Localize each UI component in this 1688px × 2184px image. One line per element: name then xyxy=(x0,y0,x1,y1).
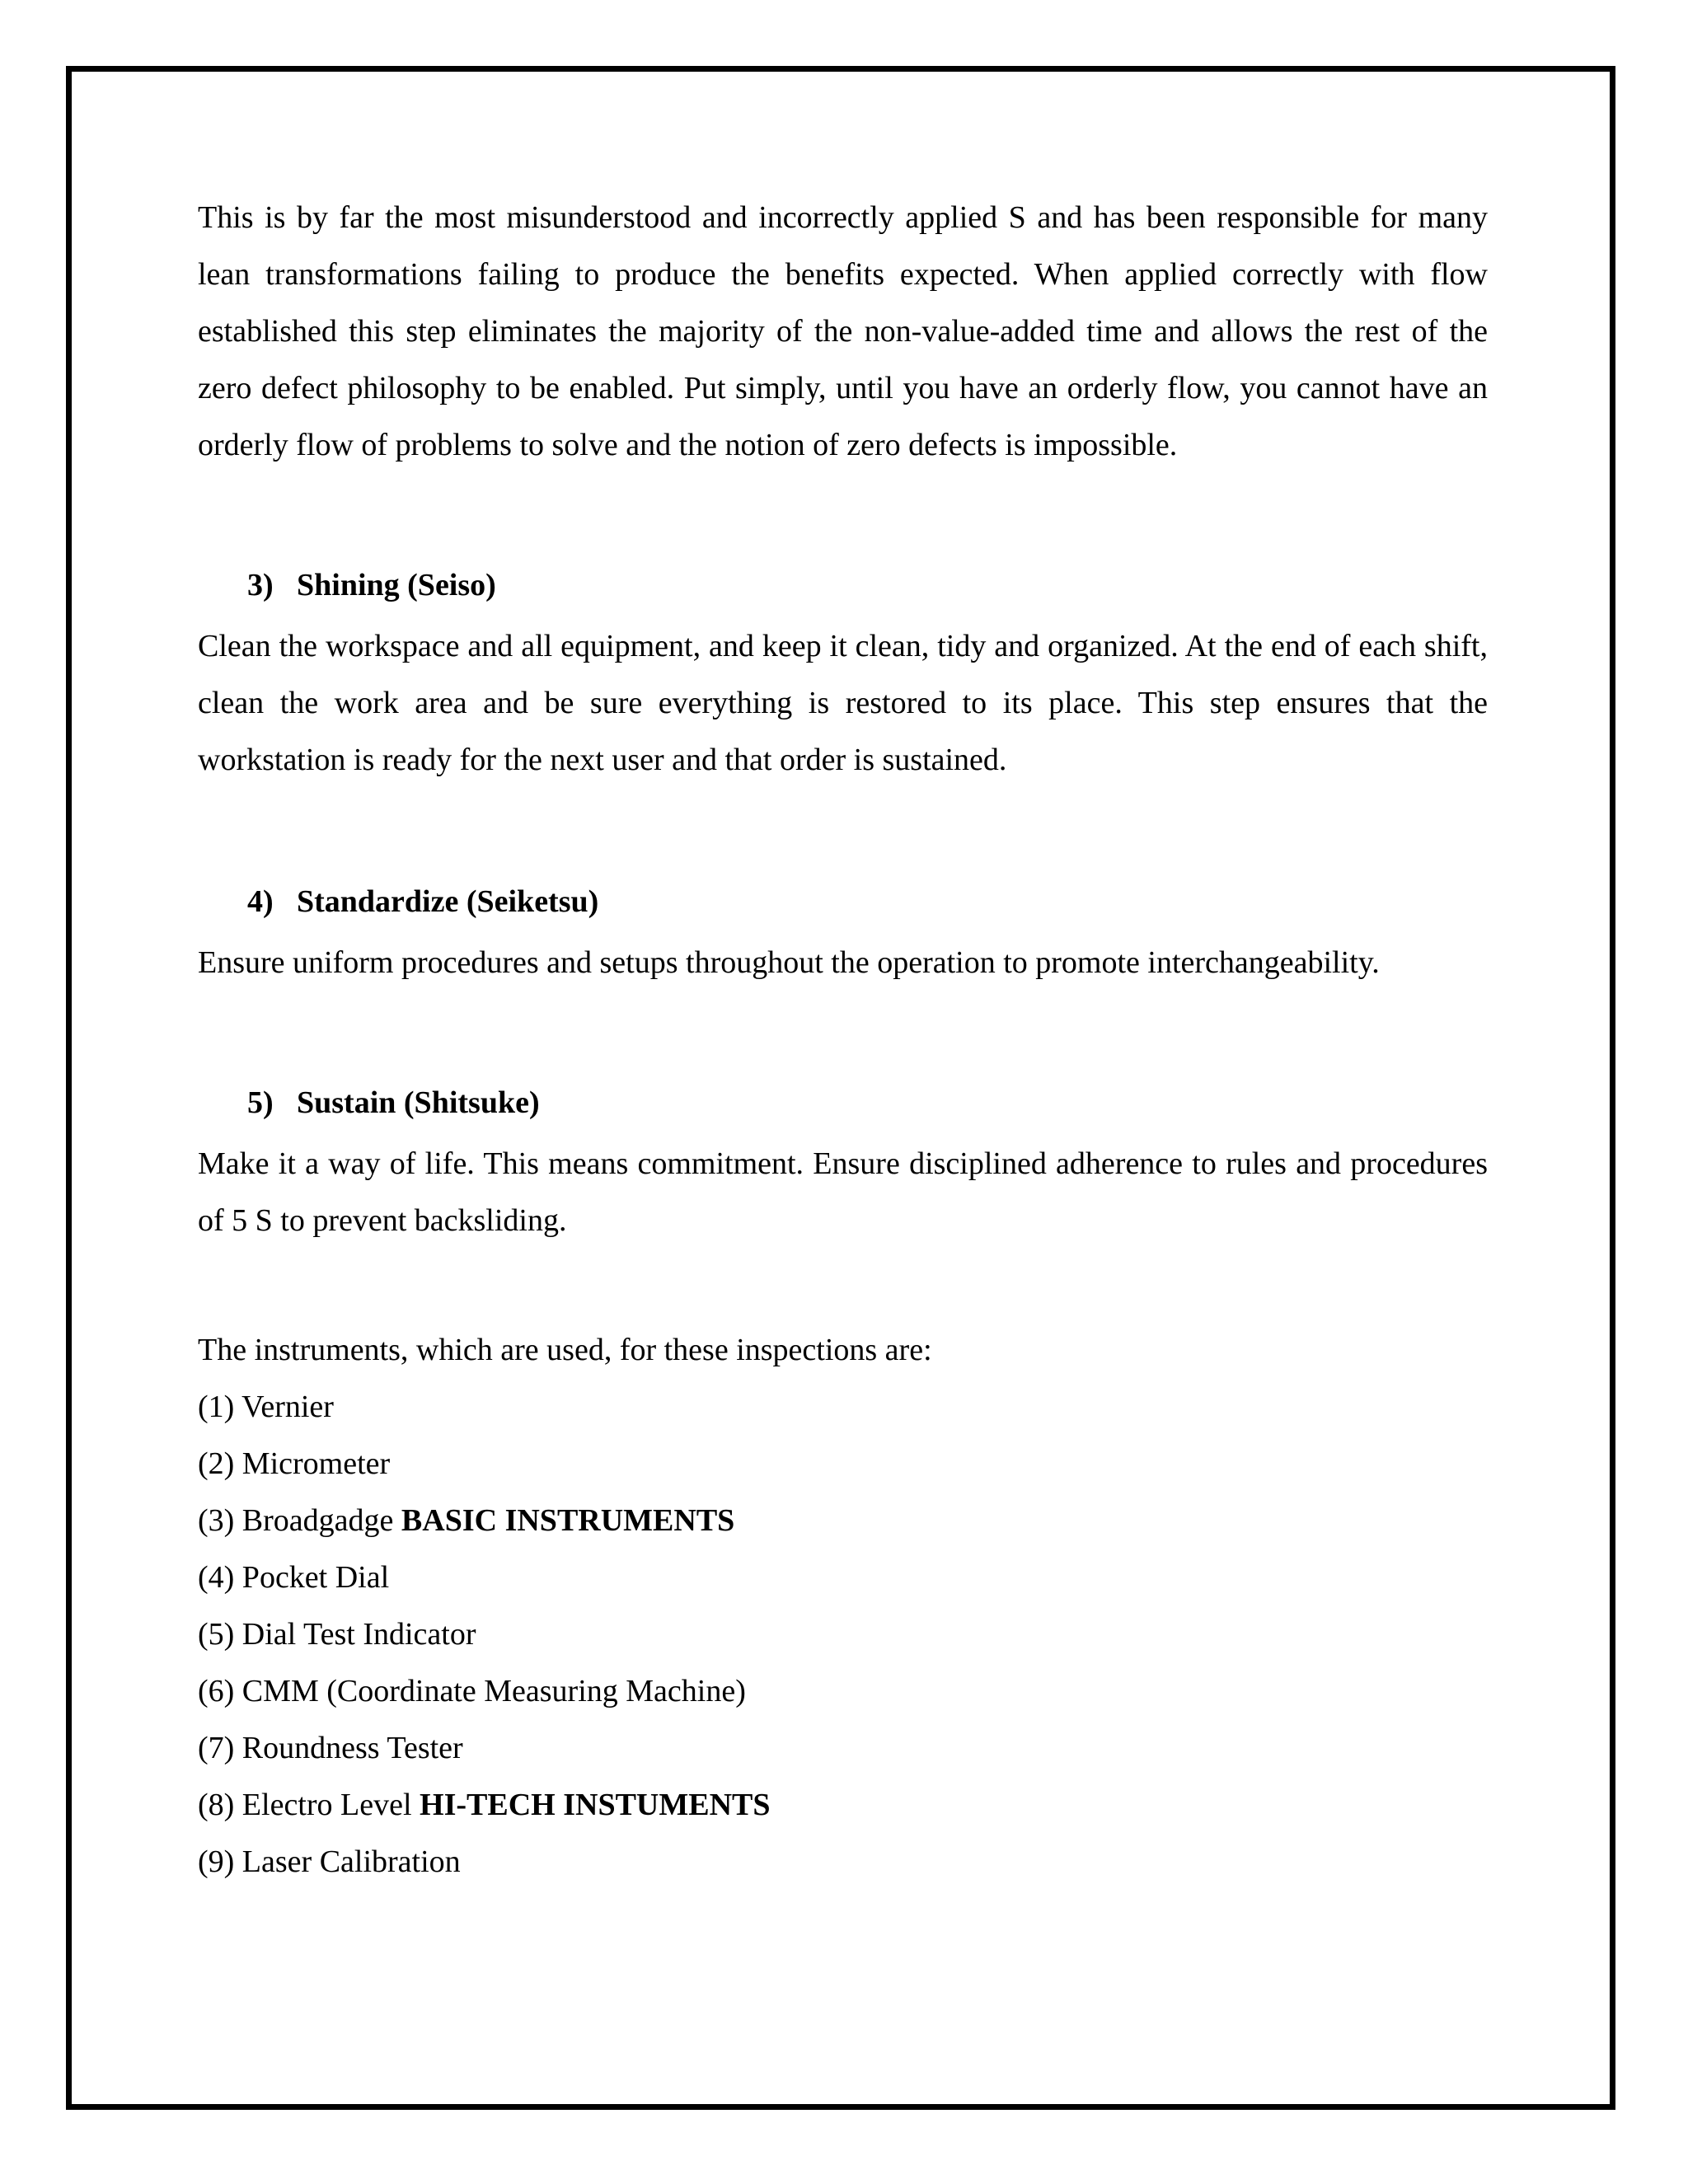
list-item: (9) Laser Calibration xyxy=(198,1844,461,1879)
instruments-list xyxy=(198,1379,1488,1891)
section-title: Standardize (Seiketsu) xyxy=(297,884,599,919)
list-item: (8) Electro Level HI-TECH INSTUMENTS xyxy=(198,1788,771,1822)
document-body xyxy=(198,190,1488,1891)
section-body-shining: Clean the workspace and all equipment, and keep it clean, tidy and organized. At the end of each shift, clean the work area and be sure everything is restored to its place. This step ensures that the workstation is ready for the next user and that order is sustained. xyxy=(198,629,1488,777)
section-number: 3) xyxy=(247,568,274,602)
intro-paragraph: This is by far the most misunderstood and incorrectly applied S and has been responsible for many lean transformations failing to produce the benefits expected. When applied correctly with flow established this step eliminates the majority of the non-value-added time and allows the rest of the zero defect philosophy to be enabled. Put simply, until you have an orderly flow, you cannot have an orderly flow of problems to solve and the notion of zero defects is impossible. xyxy=(198,200,1488,462)
section-title: Sustain (Shitsuke) xyxy=(297,1085,540,1120)
section-heading-shining xyxy=(198,565,1488,606)
section-heading-sustain xyxy=(198,1082,1488,1123)
section-number: 5) xyxy=(247,1085,274,1120)
list-item: (1) Vernier xyxy=(198,1390,334,1424)
list-item: (2) Micrometer xyxy=(198,1446,391,1481)
section-title: Shining (Seiso) xyxy=(297,568,496,602)
instrument-category-label: HI-TECH INSTUMENTS xyxy=(420,1788,771,1822)
section-body-standardize: Ensure uniform procedures and setups throughout the operation to promote interchangeability. xyxy=(198,945,1380,980)
list-item: (4) Pocket Dial xyxy=(198,1560,390,1595)
list-item: (6) CMM (Coordinate Measuring Machine) xyxy=(198,1674,746,1708)
section-heading-standardize xyxy=(198,881,1488,922)
section-number: 4) xyxy=(247,884,274,919)
instrument-category-label: BASIC INSTRUMENTS xyxy=(401,1503,735,1538)
list-item: (5) Dial Test Indicator xyxy=(198,1617,476,1652)
section-body-sustain: Make it a way of life. This means commitment. Ensure disciplined adherence to rules and procedures of 5 S to prevent backsliding. xyxy=(198,1146,1488,1238)
list-item: (3) Broadgadge BASIC INSTRUMENTS xyxy=(198,1503,735,1538)
instruments-intro: The instruments, which are used, for these inspections are: xyxy=(198,1333,932,1367)
list-item: (7) Roundness Tester xyxy=(198,1731,463,1765)
